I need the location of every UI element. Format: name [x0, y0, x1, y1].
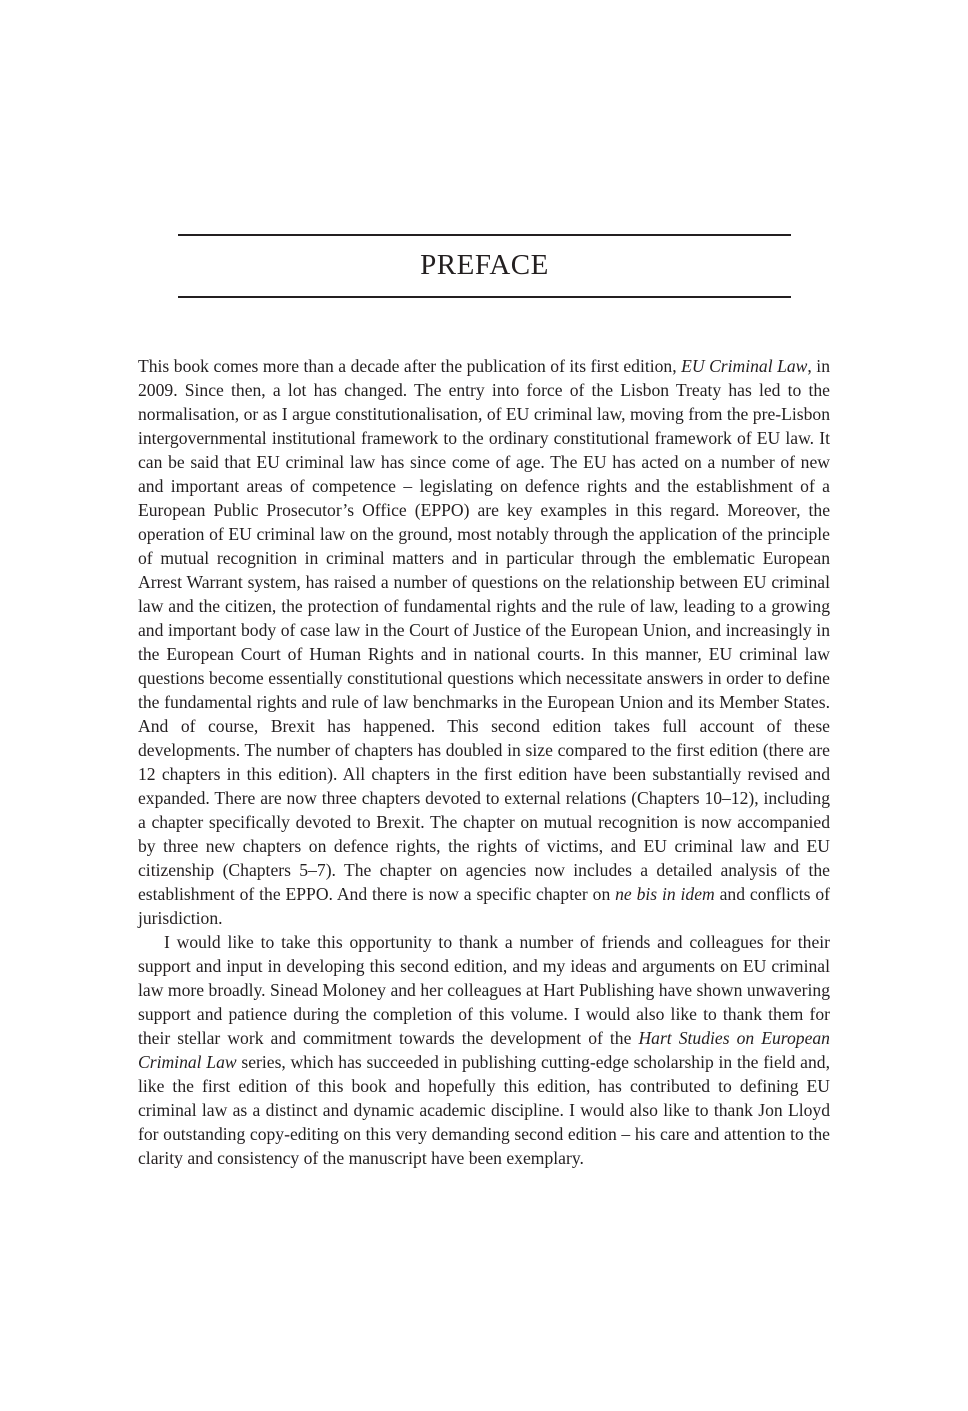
preface-body	[138, 354, 830, 1170]
book-title-italic: EU Criminal Law	[681, 356, 808, 376]
paragraph-1	[138, 354, 830, 930]
title-rule-bottom	[178, 296, 791, 298]
title-rule-top	[178, 234, 791, 236]
latin-term-italic: ne bis in idem	[615, 884, 715, 904]
paragraph-2	[138, 930, 830, 1170]
page-title: PREFACE	[420, 249, 549, 281]
text-run: series, which has succeeded in publishing cutting-edge scholarship in the field and, like the first edition of this book and hopefully this edition, has contributed to defining EU criminal law as a distinct and dynamic academic discipline. I would also like to thank Jon Lloyd for outstanding copy-editing on this very demanding second edition – his care and attention to the clarity and consistency of the manuscript have been exemplary.	[138, 1052, 830, 1168]
text-run: I would like to take this opportunity to thank a number of friends and colleagues for their support and input in developing this second edition, and my ideas and arguments on EU criminal law more broadly. Sinead Moloney and her colleagues at Hart Publishing have shown unwavering support and patience during the completion of this volume. I would also like to thank them for their stellar work and commitment towards the development of the	[138, 932, 830, 1048]
text-run: and conflicts of jurisdiction.	[138, 884, 830, 928]
series-title-italic: Hart Studies on European Criminal Law	[138, 1028, 830, 1072]
text-run: , in 2009. Since then, a lot has changed. The entry into force of the Lisbon Treaty has led to the normalisation, or as I argue constitutionalisation, of EU criminal law, moving from the pre-Lisbon intergovernmental institutional framework to the ordinary constitutional framework of EU law. It can be said that EU criminal law has since come of age. The EU has acted on a number of new and important areas of competence – legislating on defence rights and the establishment of a European Public Prosecutor’s Office (EPPO) are key examples in this regard. Moreover, the operation of EU criminal law on the ground, most notably through the application of the principle of mutual recognition in criminal matters and in particular through the emblematic European Arrest Warrant system, has raised a number of questions on the relationship between EU criminal law and the citizen, the protection of fundamental rights and the rule of law, leading to a growing and important body of case law in the Court of Justice of the European Union, and increasingly in the European Court of Human Rights and in national courts. In this manner, EU criminal law questions become essentially constitutional questions which necessitate answers in order to define the fundamental rights and rule of law benchmarks in the European Union and its Member States. And of course, Brexit has happened. This second edition takes full account of these developments. The number of chapters has doubled in size compared to the first edition (there are 12 chapters in this edition). All chapters in the first edition have been substantially revised and expanded. There are now three chapters devoted to external relations (Chapters 10–12), including a chapter specifically devoted to Brexit. The chapter on mutual recognition is now accompanied by three new chapters on defence rights, the rights of victims, and EU criminal law and EU citizenship (Chapters 5–7). The chapter on agencies now includes a detailed analysis of the establishment of the EPPO. And there is now a specific chapter on	[138, 356, 830, 904]
text-run: This book comes more than a decade after the publication of its first edition,	[138, 356, 682, 376]
